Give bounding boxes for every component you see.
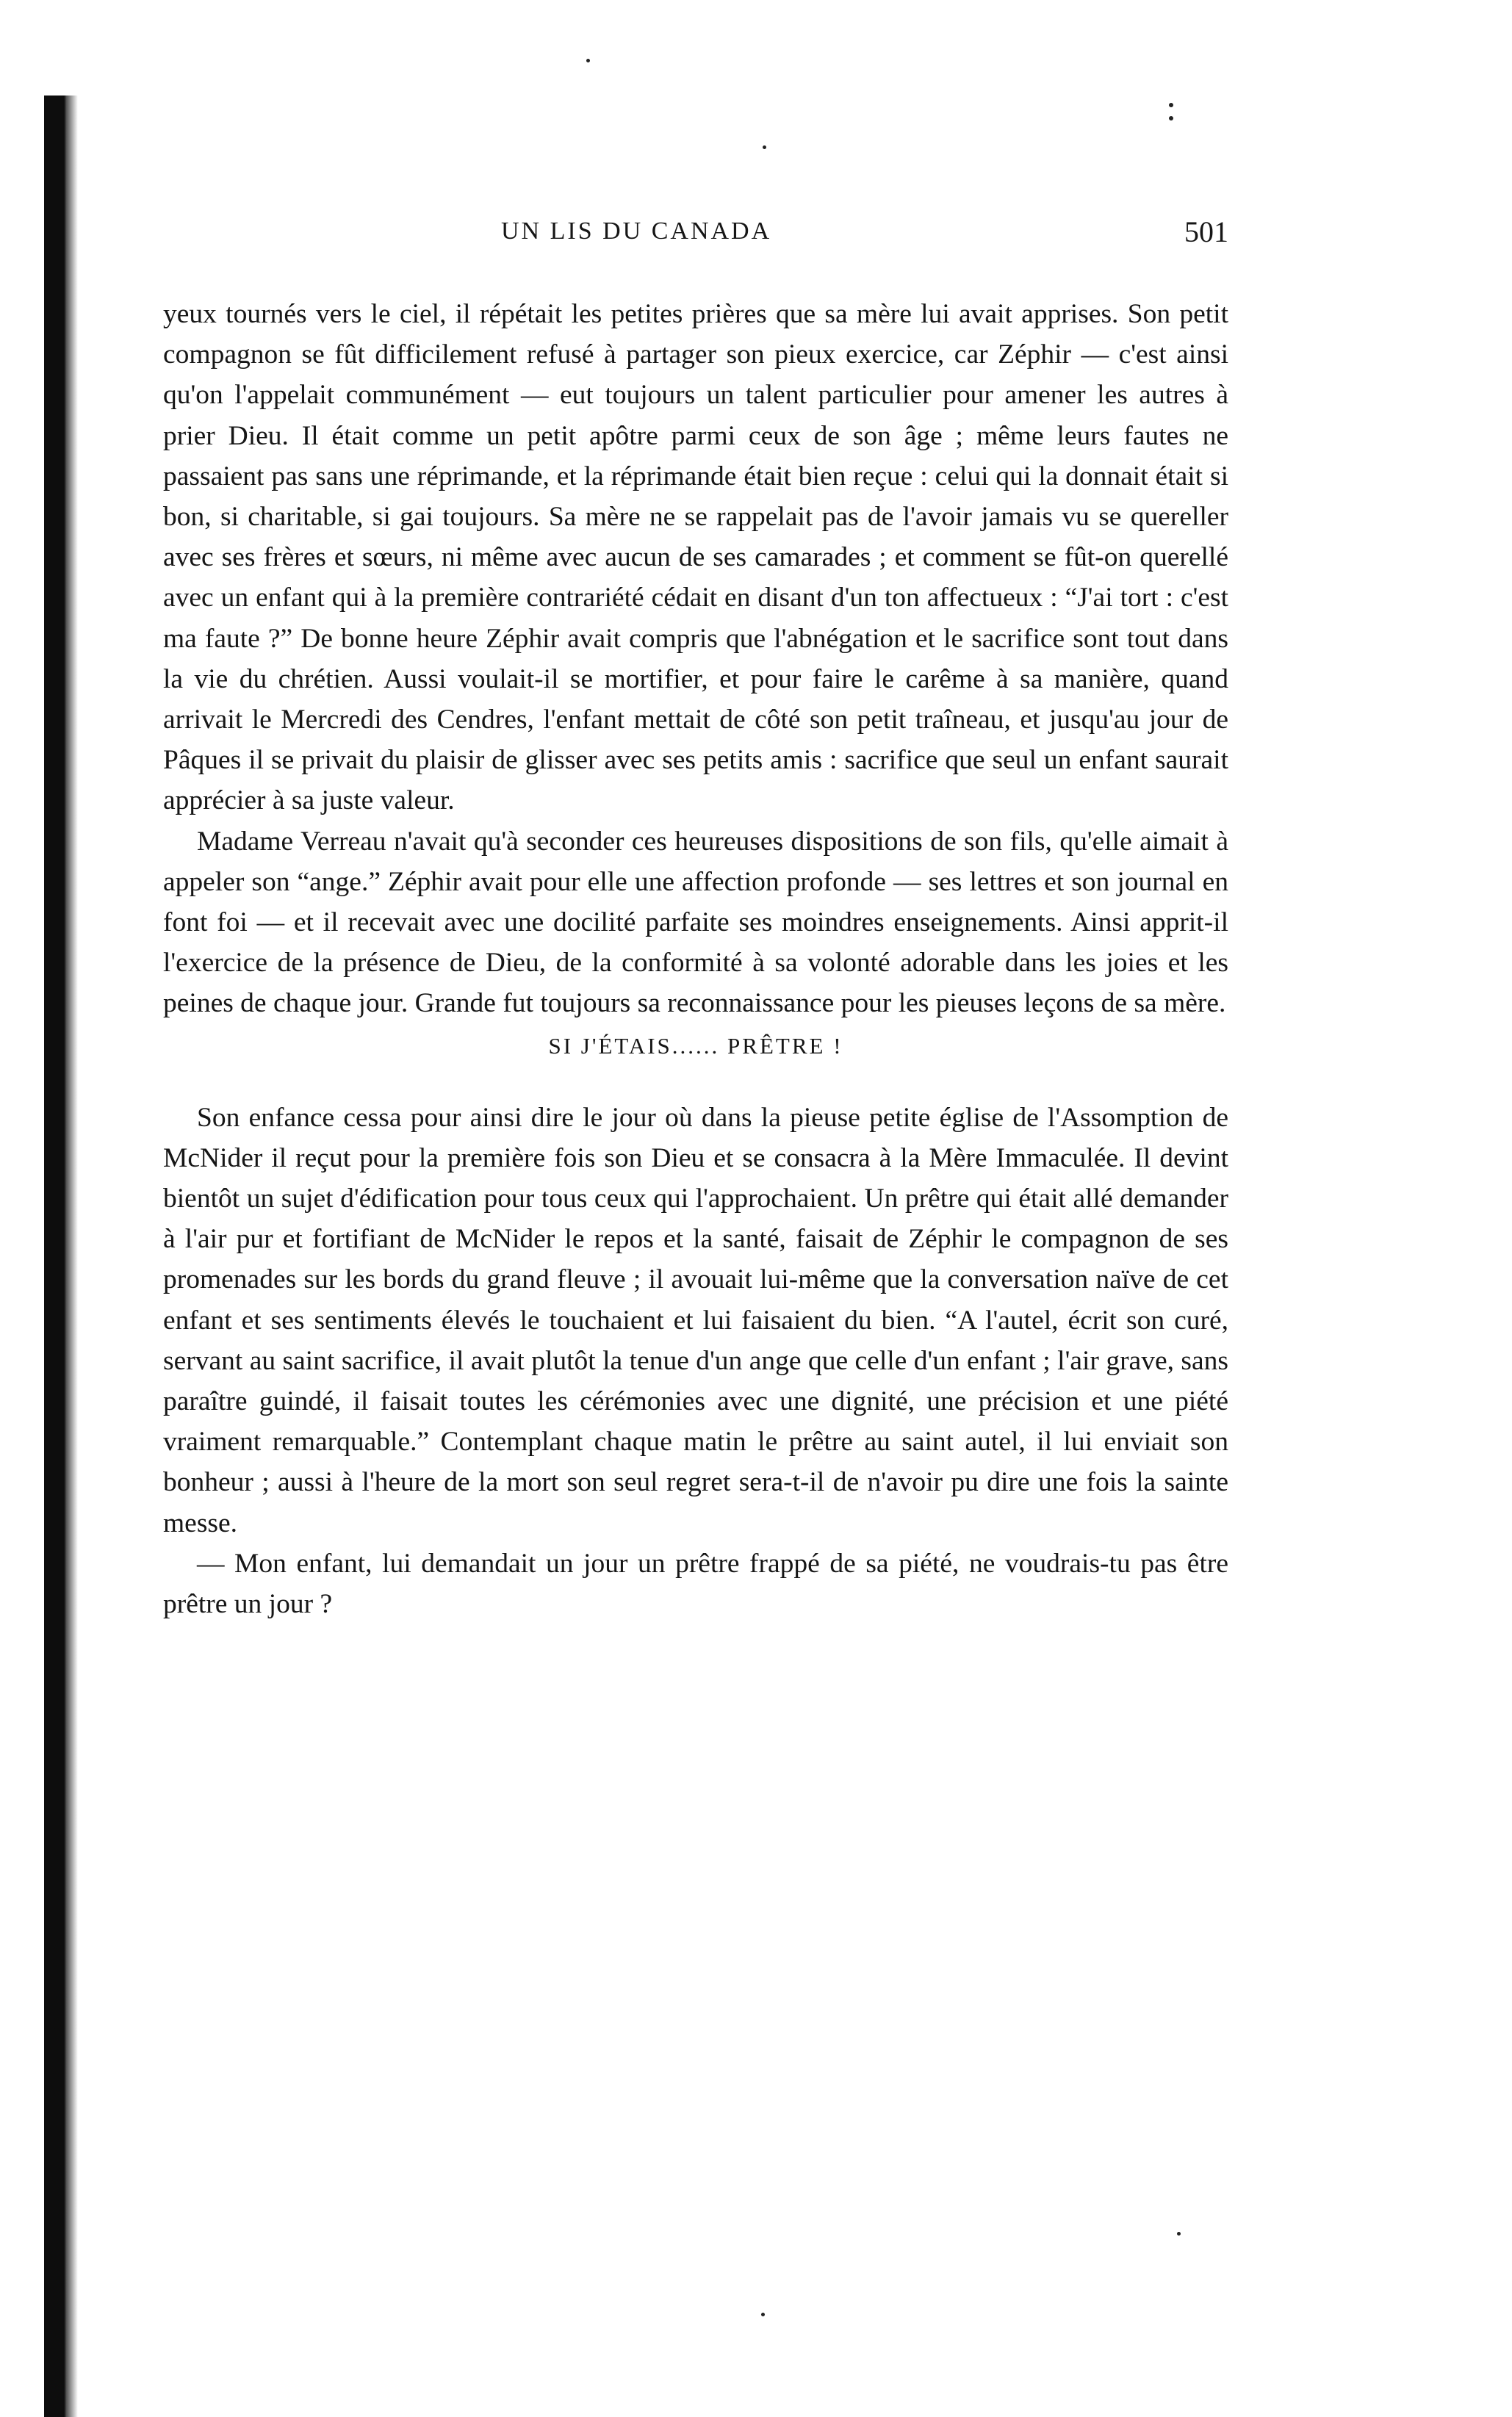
page-binding-edge <box>44 96 66 2417</box>
ink-speck <box>763 145 766 149</box>
paragraph: Son enfance cessa pour ainsi dire le jour où dans la pieuse petite église de l'Assomption de McNider il reçut pour la première fois son Dieu et se consacra à la Mère Immaculée. Il devint bientôt un sujet d'édification pour tous ceux qui l'approchaient. Un prêtre qui était allé demander à l'air pur et fortifiant de McNider le repos et la santé, faisait de Zéphir le compagnon de ses promenades sur les bords du grand fleuve ; il avouait lui-même que la conversation naïve de cet enfant et ses sentiments élevés le touchaient et lui faisaient du bien. “A l'autel, écrit son curé, servant au saint sacrifice, il avait plutôt la tenue d'un ange que celle d'un enfant ; l'air grave, sans paraître guindé, il faisait toutes les cérémonies avec une dignité, une précision et une piété vraiment remarquable.” Contemplant chaque matin le prêtre au saint autel, il lui enviait son bonheur ; aussi à l'heure de la mort son seul regret sera-t-il de n'avoir pu dire une fois la sainte messe. <box>163 1102 1228 1538</box>
ink-speck <box>1169 103 1173 107</box>
running-head <box>163 217 1228 262</box>
running-title: UN LIS DU CANADA <box>501 217 772 245</box>
page-binding-shadow <box>65 96 78 2417</box>
page-number: 501 <box>1184 215 1228 248</box>
ink-speck <box>1177 2232 1181 2236</box>
body-text <box>163 294 1228 1624</box>
paragraph: Madame Verreau n'avait qu'à seconder ces heureuses dispositions de son fils, qu'elle aimait à appeler son “ange.” Zéphir avait pour elle une affection profonde — ses lettres et son journal en font foi — et il recevait avec une docilité parfaite ses moindres enseignements. Ainsi apprit-il l'exercice de la présence de Dieu, de la conformité à sa volonté adorable dans les joies et les peines de chaque jour. Grande fut toujours sa reconnaissance pour les pieuses leçons de sa mère. <box>163 826 1228 1019</box>
section-heading: SI J'ÉTAIS...... PRÊTRE ! <box>548 1032 843 1059</box>
paragraph: yeux tournés vers le ciel, il répétait les petites prières que sa mère lui avait apprises. Son petit compagnon se fût difficilement refusé à partager son pieux exercice, car Zéphir — c'est ainsi qu'on l'appelait communément — eut toujours un talent particulier pour amener les autres à prier Dieu. Il était comme un petit apôtre parmi ceux de son âge ; même leurs fautes ne passaient pas sans une réprimande, et la réprimande était bien reçue : celui qui la donnait était si bon, si charitable, si gai toujours. Sa mère ne se rappelait pas de l'avoir jamais vu se quereller avec ses frères et sœurs, ni même avec aucun de ses camarades ; et comment se fût-on querellé avec un enfant qui à la première contrariété cédait en disant d'un ton affectueux : “J'ai tort : c'est ma faute ?” De bonne heure Zéphir avait compris que l'abnégation et le sacrifice sont tout dans la vie du chrétien. Aussi voulait-il se mortifier, et pour faire le carême à sa manière, quand arrivait le Mercredi des Cendres, l'enfant mettait de côté son petit traîneau, et jusqu'au jour de Pâques il se privait du plaisir de glisser avec ses petits amis : sacrifice que seul un enfant saurait apprécier à sa juste valeur. <box>163 299 1228 816</box>
ink-speck <box>1169 116 1173 120</box>
ink-speck <box>586 59 590 62</box>
paragraph: — Mon enfant, lui demandait un jour un prêtre frappé de sa piété, ne voudrais-tu pas être prêtre un jour ? <box>163 1548 1228 1620</box>
ink-speck <box>761 2313 765 2316</box>
